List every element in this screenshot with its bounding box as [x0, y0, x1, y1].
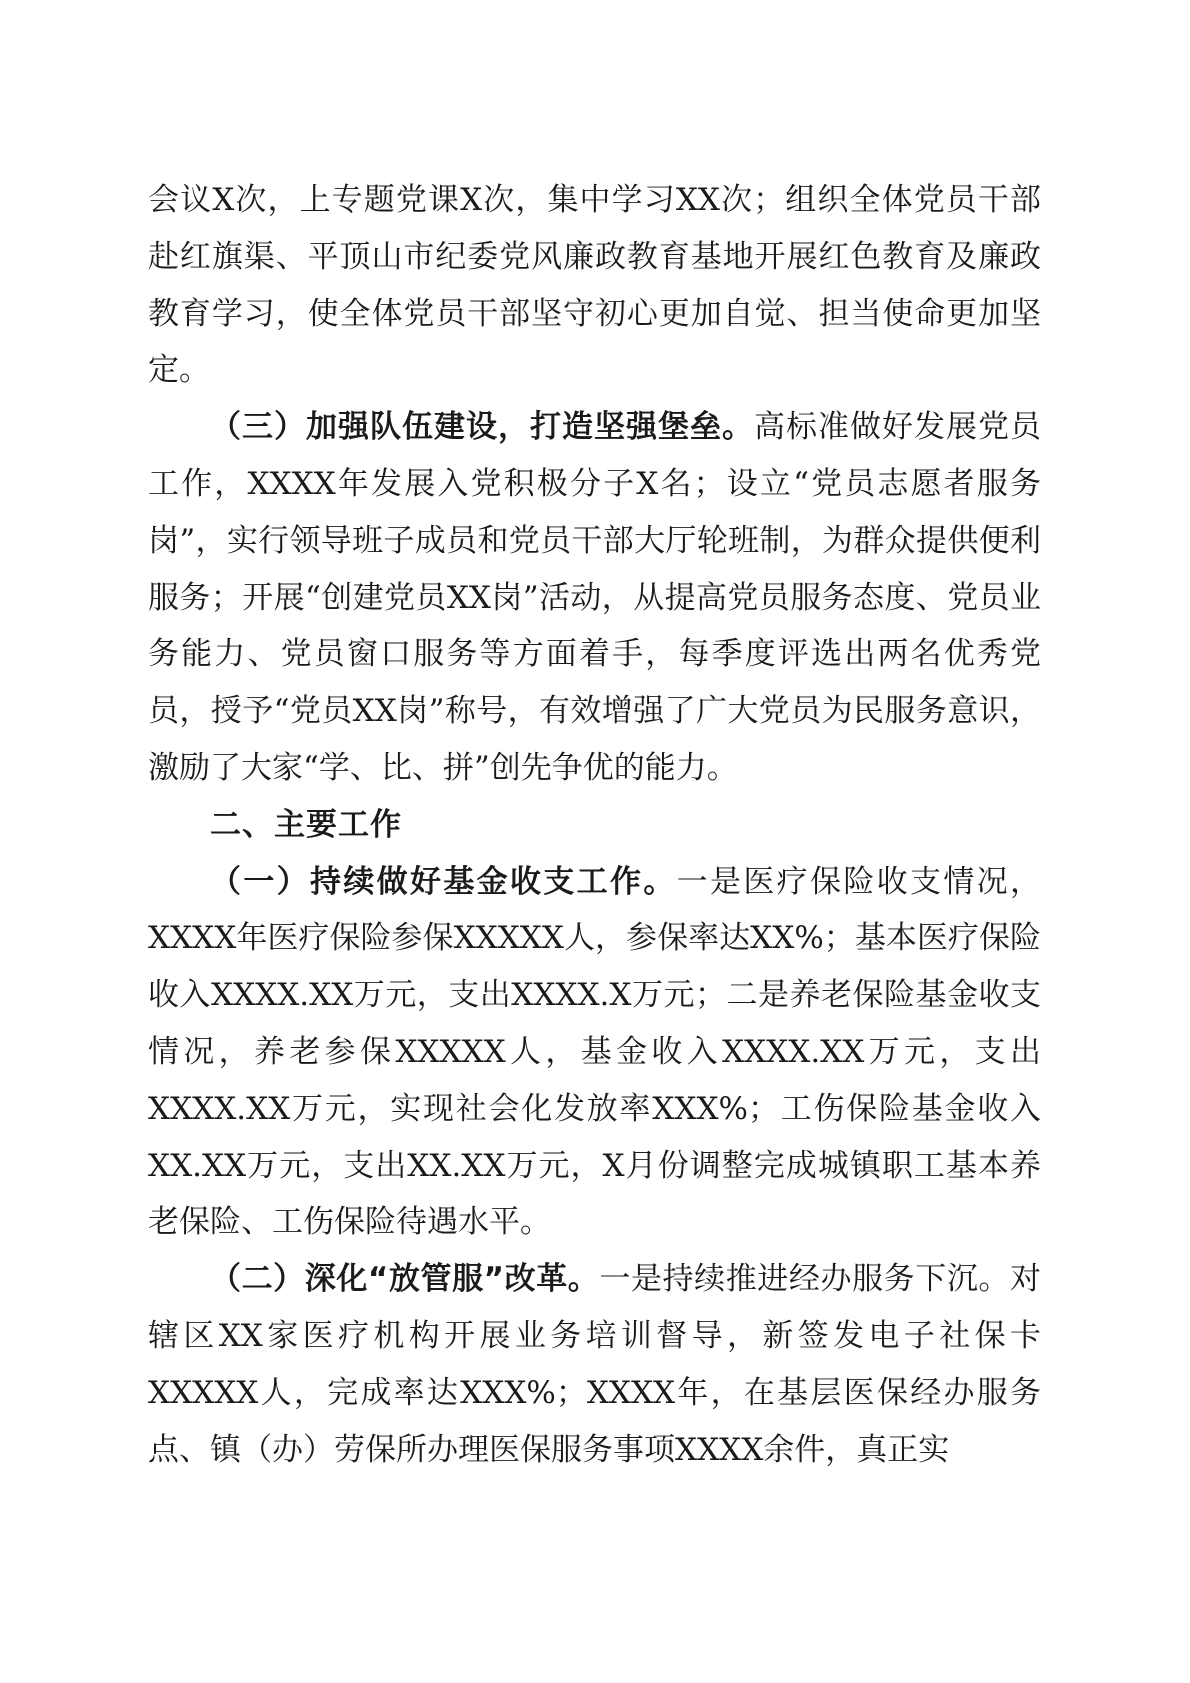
paragraph-team-building	[148, 399, 1041, 797]
paragraph-text: 一是持续推进经办服务下沉。对辖区XX家医疗机构开展业务培训督导，新签发电子社保卡XXXXX人，完成率达XXX%；XXXX年，在基层医保经办服务点、镇（办）劳保所办理医保服务事项XXXX余件，真正实	[148, 1261, 1041, 1468]
paragraph-continuation	[148, 172, 1041, 399]
paragraph-lead: （一）持续做好基金收支工作。	[210, 863, 677, 900]
paragraph-reform	[148, 1251, 1041, 1478]
paragraph-text: 一是医疗保险收支情况，XXXX年医疗保险参保XXXXX人，参保率达XX%；基本医疗保险收入XXXX.XX万元，支出XXXX.X万元；二是养老保险基金收支情况，养老参保XXXXX人，基金收入XXXX.XX万元，支出XXXX.XX万元，实现社会化发放率XXX%；工伤保险基金收入XX.XX万元，支出XX.XX万元，X月份调整完成城镇职工基本养老保险、工伤保险待遇水平。	[148, 863, 1042, 1241]
paragraph-lead: （二）深化“放管服”改革。	[210, 1261, 600, 1298]
document-page	[148, 172, 1041, 1478]
paragraph-text: 高标准做好发展党员工作，XXXX年发展入党积极分子X名；设立“党员志愿者服务岗”，实行领导班子成员和党员干部大厅轮班制，为群众提供便利服务；开展“创建党员XX岗”活动，从提高党员服务态度、党员业务能力、党员窗口服务等方面着手，每季度评选出两名优秀党员，授予“党员XX岗”称号，有效增强了广大党员为民服务意识，激励了大家“学、比、拼”创先争优的能力。	[148, 409, 1041, 786]
paragraph-lead: （三）加强队伍建设，打造坚强堡垒。	[210, 409, 754, 446]
paragraph-text: 会议X次，上专题党课X次，集中学习XX次；组织全体党员干部赴红旗渠、平顶山市纪委党风廉政教育基地开展红色教育及廉政教育学习，使全体党员干部坚守初心更加自觉、担当使命更加坚定。	[148, 182, 1041, 389]
section-heading: 二、主要工作	[210, 806, 402, 843]
paragraph-fund	[148, 854, 1041, 1252]
